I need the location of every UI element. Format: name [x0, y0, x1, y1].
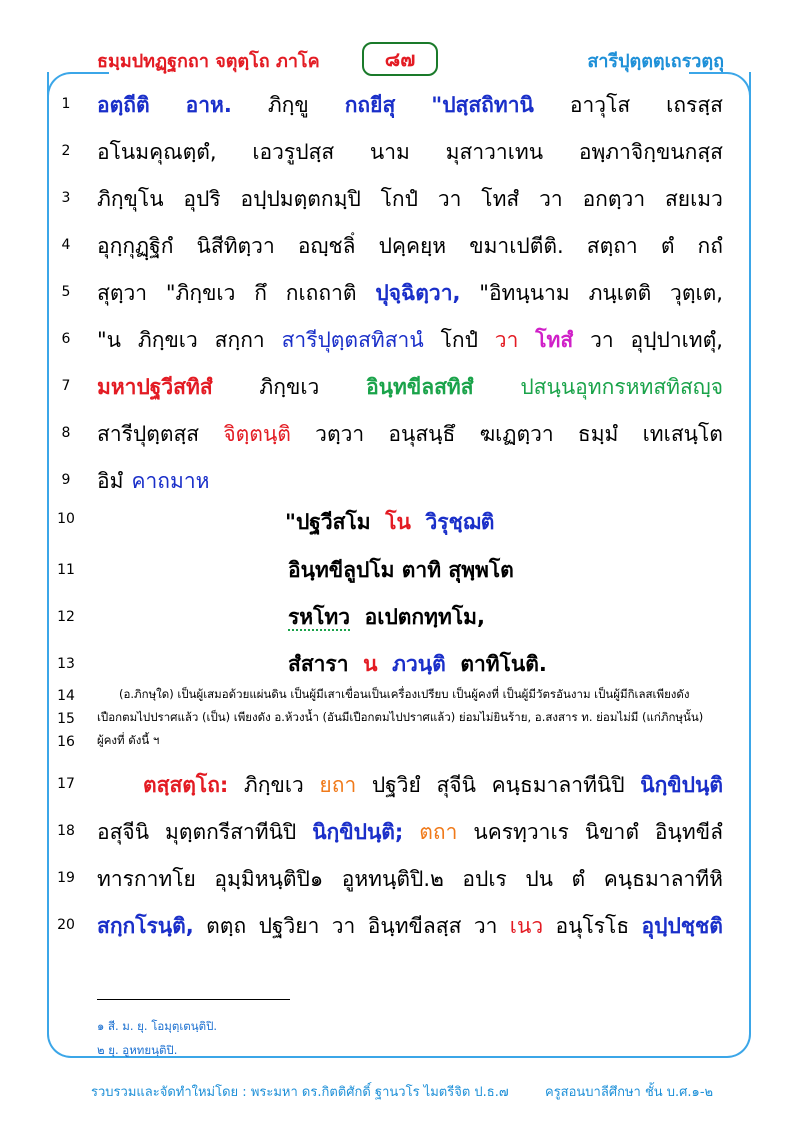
- word: อินฺทขีลสทิสํ: [366, 375, 474, 399]
- word: คนฺธมาลาทีนิปิ: [491, 773, 625, 797]
- word: มุสาวาเทน: [445, 140, 544, 164]
- word: ภิกฺขุโน: [97, 187, 164, 211]
- lines-line-7: [97, 371, 723, 404]
- word: อุมฺมิหนฺติปิ๑: [214, 867, 324, 891]
- word: วา: [473, 914, 498, 938]
- line-number: 14: [57, 688, 75, 704]
- word: สุตฺวา: [97, 281, 148, 305]
- word: อินฺทขีลสฺส: [367, 914, 462, 938]
- verse-line-13: [288, 648, 547, 681]
- word: อาห.: [185, 93, 232, 117]
- word: อสุจีนิ: [97, 820, 150, 844]
- word: "อิทนฺนาม: [479, 281, 570, 305]
- footnote-2: ๒ ยุ. อูหทยนฺติปิ.: [97, 1043, 178, 1057]
- word: ขมาเปตีติ.: [469, 234, 564, 258]
- word: อตฺถีติ: [97, 93, 150, 117]
- commentary-line-17: [97, 769, 723, 802]
- word: วา: [437, 187, 462, 211]
- word: อุปฺปาเทตุํ,: [630, 328, 723, 352]
- word: สกฺกา: [214, 328, 265, 352]
- verse-word: อเปตกทฺทโม,: [364, 605, 485, 629]
- word: ภนฺเตติ: [588, 281, 652, 305]
- verse-word: ภวนฺติ: [392, 652, 446, 676]
- word: จิตฺตนฺติ: [223, 422, 291, 446]
- chapter-title: สารีปุตฺตตฺเถรวตฺถุ: [587, 51, 724, 72]
- footnote-divider: [97, 999, 290, 1000]
- word: โกปํ: [440, 328, 478, 352]
- word: ยถา: [319, 773, 357, 797]
- verse-word: "ปฐวีสโม: [285, 510, 371, 534]
- word: นิขาตํ: [584, 820, 639, 844]
- translation-line-16: ผู้คงที่ ดังนี้ ฯ: [97, 733, 160, 747]
- word: ฆเฏตฺวา: [479, 422, 554, 446]
- word: อุปฺปชฺชติ: [641, 914, 723, 938]
- verse-word: โน: [385, 510, 411, 534]
- verse-line-12: [288, 601, 485, 634]
- verse-line-11: อินฺทขีลูปโม ตาทิ สุพฺพโต: [288, 558, 514, 582]
- line-number: 13: [57, 656, 75, 672]
- word: ปคฺคยฺห: [378, 234, 447, 258]
- word: "ปสฺสถิทานิ: [431, 93, 534, 117]
- word: อปฺปมตฺตกมฺปิ: [240, 187, 361, 211]
- verse-word: รหโทว: [288, 605, 351, 629]
- word: สารีปุตฺตสทิสานํ: [281, 328, 424, 352]
- word: กถยีสุ: [344, 93, 396, 117]
- line-number: 18: [57, 823, 75, 839]
- word: ปฐวิยํ: [371, 773, 421, 797]
- word: วา: [331, 914, 356, 938]
- word: นาม: [369, 140, 410, 164]
- lines-line-8: [97, 418, 723, 451]
- line-number: 2: [61, 143, 71, 159]
- line-number: 3: [61, 190, 71, 206]
- commentary-line-19: [97, 863, 723, 896]
- word: "น: [97, 328, 122, 352]
- line-number: 15: [57, 711, 75, 727]
- lines-line-9: [97, 465, 723, 498]
- word: เทเสนฺโต: [642, 422, 723, 446]
- word: วา: [539, 187, 563, 211]
- word: อุกฺกุฏฺฐิกํ: [97, 234, 174, 258]
- word: สยเมว: [664, 187, 723, 211]
- word: อนุสนฺธึ: [388, 422, 456, 446]
- word: อูหทนฺติปิ.๒: [341, 867, 444, 891]
- line-number: 16: [57, 734, 75, 750]
- word: อปเร: [462, 867, 507, 891]
- word: โกปํ: [380, 187, 418, 211]
- word: ตถา: [419, 820, 458, 844]
- line-number: 7: [61, 378, 71, 394]
- word: มุตฺตกรีสาทีนิปิ: [165, 820, 297, 844]
- line-number: 4: [61, 237, 71, 253]
- word: อินฺทขีลํ: [654, 820, 723, 844]
- word: กถํ: [697, 234, 723, 258]
- lines-line-1: [97, 89, 723, 122]
- translation-line-15: เปือกตมไปปราศแล้ว (เป็น) เพียงดัง อ.ห้วงน้ำ (อันมีเปือกตมไปปราศแล้ว) ย่อมไม่ยินร้าย, อ.สงสาร ท. ย่อมไม่มี (แก่ภิกษุนั้น): [97, 710, 704, 724]
- word: วตฺวา: [315, 422, 365, 446]
- word: สุจีนิ: [436, 773, 476, 797]
- word: สารีปุตฺตสฺส: [97, 422, 200, 446]
- word: กเถถาติ: [285, 281, 357, 305]
- word: ภิกฺขเว: [137, 328, 198, 352]
- word: นิสีทิตฺวา: [196, 234, 275, 258]
- word: สกฺกโรนฺติ,: [97, 914, 194, 938]
- word: วา: [494, 328, 519, 352]
- lines-line-2: [97, 136, 723, 169]
- word: อิมํ: [97, 469, 124, 493]
- line-number: 10: [57, 511, 75, 527]
- word: ทารกาทโย: [97, 867, 196, 891]
- page-number: ๘๗: [362, 42, 438, 76]
- word: ตตฺถ: [206, 914, 247, 938]
- lines-line-4: [97, 230, 723, 263]
- word: ตํ: [571, 867, 586, 891]
- translation-line-14: (อ.ภิกษุใด) เป็นผู้เสมอด้วยแผ่นดิน เป็นผู้มีเสาเขื่อนเป็นเครื่องเปรียบ เป็นผู้คงที่ เป็นผู้มีวัตรอันงาม เป็นผู้มีกิเลสเพียงดัง: [119, 687, 690, 701]
- word: ปฐวิยา: [258, 914, 320, 938]
- word: ปุจฺฉิตฺวา,: [375, 281, 461, 305]
- verse-word: วิรุชฺฌติ: [425, 510, 495, 534]
- word: อญฺชลิํ: [297, 234, 356, 258]
- footer-compiler: รวบรวมและจัดทำใหม่โดย : พระมหา ดร.กิตติศักดิ์ ฐานวโร ไมตรีจิต ป.ธ.๗: [91, 1085, 509, 1100]
- word: อุปริ: [183, 187, 221, 211]
- word: อกตฺวา: [582, 187, 646, 211]
- word: ปน: [525, 867, 554, 891]
- word: ภิกฺขู: [267, 93, 309, 117]
- word: โทสํ: [535, 328, 574, 352]
- line-number: 5: [61, 284, 71, 300]
- lines-line-5: [97, 277, 723, 310]
- line-number: 19: [57, 870, 75, 886]
- word: วา: [590, 328, 614, 352]
- line-number: 9: [61, 472, 71, 488]
- word: คนฺธมาลาทีหิ: [603, 867, 723, 891]
- line-number: 1: [61, 96, 71, 112]
- word: นครทฺวาเร: [473, 820, 569, 844]
- word: คาถมาห: [131, 469, 210, 493]
- word: เถรสฺส: [666, 93, 723, 117]
- line-number: 11: [57, 562, 75, 578]
- word: นิกฺขิปนฺติ: [640, 773, 723, 797]
- verse-word: ตาทิโนติ.: [460, 652, 547, 676]
- word: อาวุโส: [569, 93, 631, 117]
- word: มหาปฐวีสทิสํ: [97, 375, 213, 399]
- commentary-line-18: [97, 816, 723, 849]
- line-number: 6: [61, 331, 71, 347]
- footer-class: ครูสอนบาลีศึกษา ชั้น บ.ศ.๑-๒: [545, 1085, 714, 1100]
- line-number: 12: [57, 609, 75, 625]
- word: สตฺถา: [586, 234, 638, 258]
- word: อโนมคุณตฺตํ,: [97, 140, 217, 164]
- verse-word: สํสารา: [288, 652, 349, 676]
- word: เนว: [509, 914, 544, 938]
- line-number: 8: [61, 425, 71, 441]
- word: นิกฺขิปนฺติ;: [312, 820, 404, 844]
- word: "ภิกฺขเว: [165, 281, 236, 305]
- lines-line-3: [97, 183, 723, 216]
- word: ภิกฺขเว: [243, 773, 304, 797]
- verse-line-10: [285, 506, 494, 539]
- word: ปสนฺนอุทกรหทสทิสญฺจ: [520, 375, 723, 399]
- verse-word: น: [363, 652, 378, 676]
- word: ภิกฺขเว: [259, 375, 320, 399]
- word: ตํ: [660, 234, 675, 258]
- word: ตสฺสตฺโถ:: [143, 773, 229, 797]
- line-number: 20: [57, 917, 75, 933]
- word: เอวรูปสฺส: [252, 140, 335, 164]
- word: อนุโรโธ: [555, 914, 630, 938]
- book-title: ธมฺมปทฏฺฐกถา จตุตฺโถ ภาโค: [97, 51, 320, 72]
- line-number: 17: [57, 776, 75, 792]
- word: ธมฺมํ: [577, 422, 619, 446]
- word: อพฺภาจิกฺขนกสฺส: [578, 140, 723, 164]
- word: วุตฺเต,: [670, 281, 723, 305]
- word: โทสํ: [481, 187, 520, 211]
- footnote-1: ๑ สี. ม. ยุ. โอมุตฺเตนฺติปิ.: [97, 1019, 218, 1033]
- lines-line-6: [97, 324, 723, 357]
- word: กึ: [254, 281, 267, 305]
- commentary-line-20: [97, 910, 723, 943]
